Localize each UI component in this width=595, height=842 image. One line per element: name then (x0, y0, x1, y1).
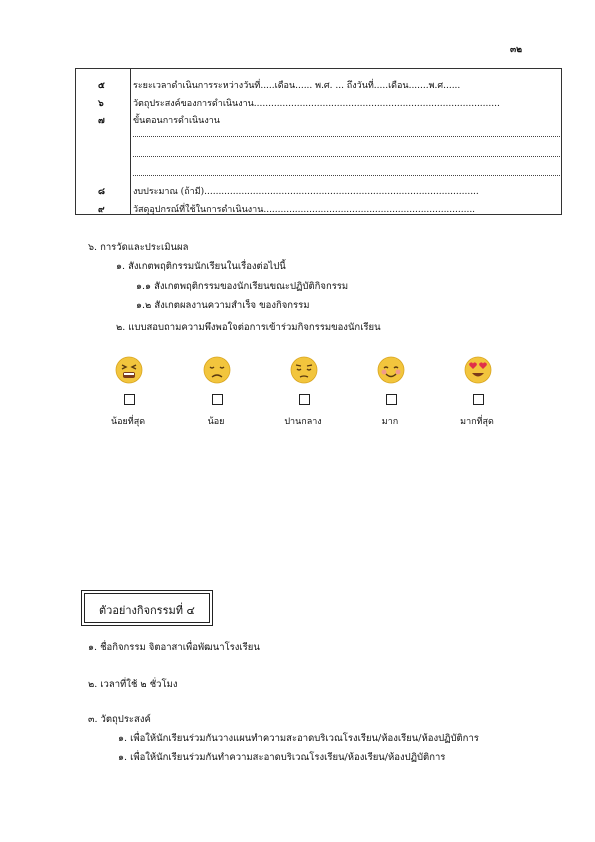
rating-checkbox[interactable] (124, 394, 135, 405)
activity-objectives-heading: ๓. วัตถุประสงค์ (88, 714, 151, 725)
row-number: ๘ (98, 187, 105, 197)
budget-line: งบประมาณ (ถ้ามี)................................................................................................ (133, 187, 479, 197)
page-number: ๓๒ (510, 45, 523, 55)
rating-label: น้อย (207, 417, 225, 427)
blank-line (133, 135, 560, 137)
steps-line: ขั้นตอนการดำเนินงาน (133, 116, 220, 126)
row-number: ๙ (98, 205, 105, 215)
satisfaction-scale (0, 356, 595, 436)
row-number: ๗ (98, 116, 105, 126)
example-title-box (84, 593, 210, 623)
number-column (76, 69, 131, 215)
objective-line: วัตถุประสงค์ของการดำเนินงาน...................................................................................... (133, 99, 500, 109)
row-number: ๕ (98, 81, 105, 91)
blank-line (133, 174, 560, 176)
tired-face-icon (115, 356, 143, 384)
rating-label: ปานกลาง (284, 417, 322, 427)
rating-checkbox[interactable] (299, 394, 310, 405)
text-column (131, 69, 562, 215)
example-title: ตัวอย่างกิจกรรมที่ ๔ (99, 604, 195, 617)
evaluation-item-1: ๑. สังเกตพฤติกรรมนักเรียนในเรื่องต่อไปนี้ (116, 261, 286, 272)
blank-line (133, 155, 560, 157)
relieved-face-icon (377, 356, 405, 384)
heart-eyes-face-icon (464, 356, 492, 384)
activity-duration: ๒. เวลาที่ใช้ ๒ ชั่วโมง (88, 679, 178, 690)
rating-checkbox[interactable] (212, 394, 223, 405)
rating-label: มาก (381, 417, 399, 427)
evaluation-item-2: ๒. แบบสอบถามความพึงพอใจต่อการเข้าร่วมกิจกรรมของนักเรียน (116, 322, 381, 333)
disappointed-face-icon (203, 356, 231, 384)
rating-checkbox[interactable] (473, 394, 484, 405)
activity-name: ๑. ชื่อกิจกรรม จิตอาสาเพื่อพัฒนาโรงเรียน (88, 642, 260, 653)
objective-item: ๑. เพื่อให้นักเรียนร่วมกันทำความสะอาดบริเวณโรงเรียน/ห้องเรียน/ห้องปฏิบัติการ (118, 752, 446, 763)
evaluation-item-1-2: ๑.๒ สังเกตผลงานความสำเร็จ ของกิจกรรม (136, 300, 310, 311)
objective-item: ๑. เพื่อให้นักเรียนร่วมกันวางแผนทำความสะอาดบริเวณโรงเรียน/ห้องเรียน/ห้องปฏิบัติการ (118, 733, 479, 744)
materials-line: วัสดุอุปกรณ์ที่ใช้ในการดำเนินงาน.......................................................................... (133, 205, 476, 215)
rating-checkbox[interactable] (386, 394, 397, 405)
rating-label: มากที่สุด (460, 417, 494, 427)
procedure-table (75, 68, 562, 215)
row-number: ๖ (98, 99, 104, 109)
duration-line: ระยะเวลาดำเนินการระหว่างวันที่.....เดือน...... พ.ศ. ... ถึงวันที่.....เดือน.......พ.ศ...... (133, 81, 461, 91)
rating-label: น้อยที่สุด (110, 417, 146, 427)
pensive-face-icon (290, 356, 318, 384)
evaluation-heading: ๖. การวัดและประเมินผล (88, 242, 189, 253)
evaluation-item-1-1: ๑.๑ สังเกตพฤติกรรมของนักเรียนขณะปฏิบัติกิจกรรม (136, 281, 349, 292)
